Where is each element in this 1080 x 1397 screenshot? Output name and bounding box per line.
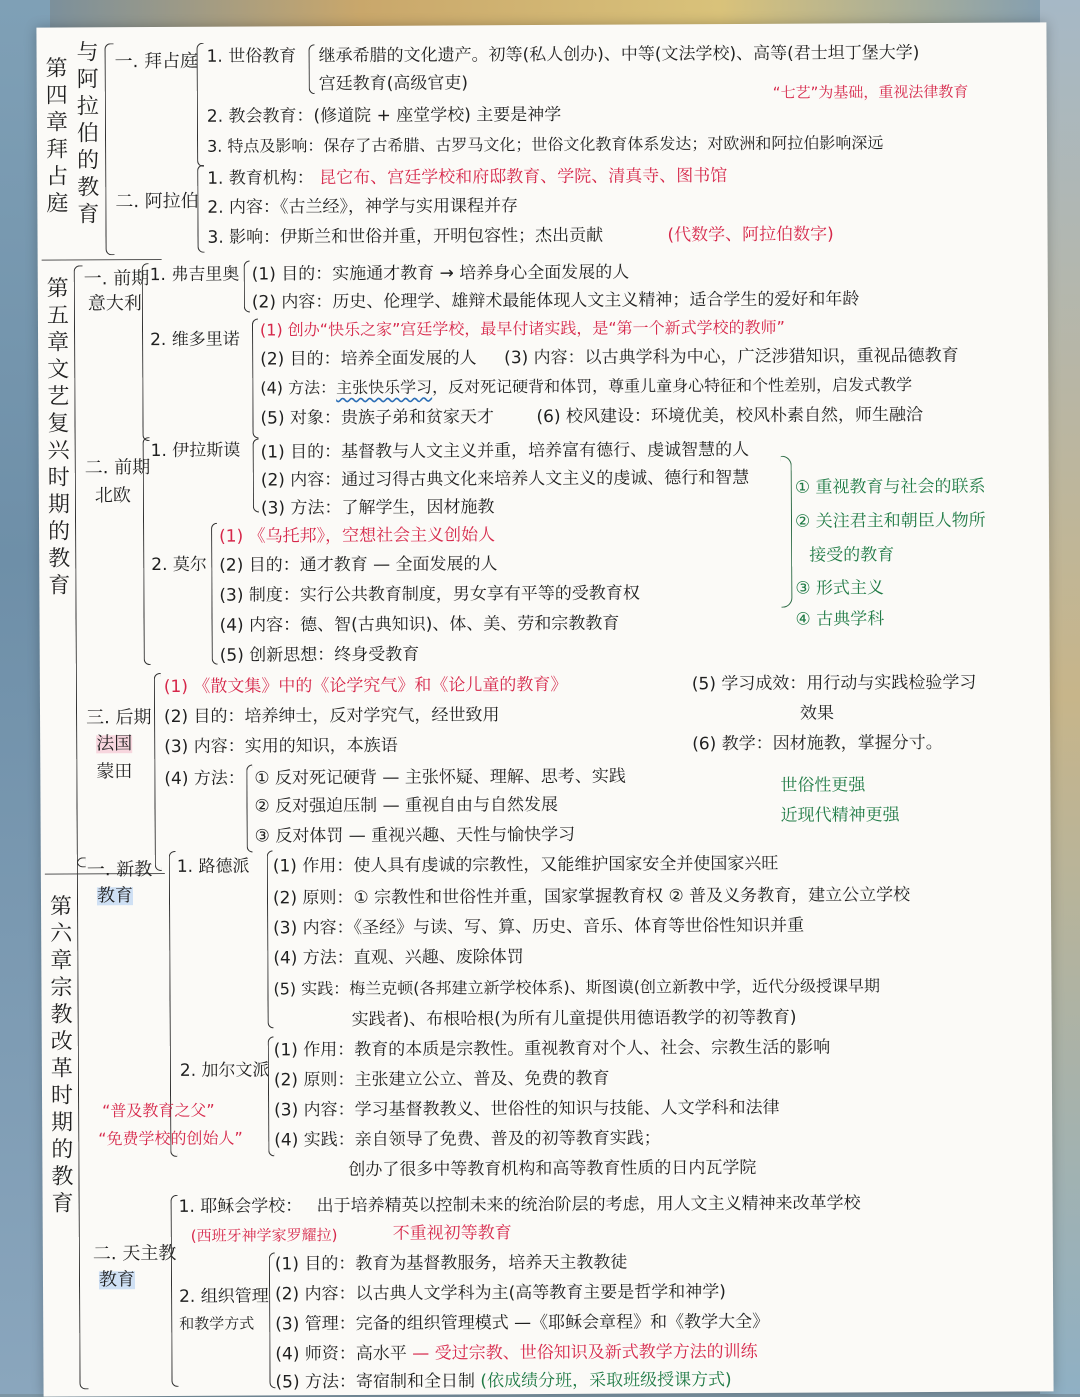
vittorino-aim: (2) 目的：培养全面发展的人 (260, 348, 477, 370)
arab-content: 2. 内容：《古兰经》，神学与实用课程并存 (207, 196, 519, 218)
late-france-label-b: 法国 (96, 733, 133, 755)
vittorino-method: (4) 方法：主张快乐学习，反对死记硬背和体罚，尊重儿童身心特征和个性差别，启发式教学 (260, 375, 913, 398)
chapter-5-title: 第 五 章 文 艺 复 兴 时 期 的 教 育 (46, 276, 71, 599)
montaigne-effect-b: 效果 (799, 703, 835, 724)
vergerio-content: (2) 内容：历史、伦理学、雄辩术最能体现人文主义精神；适合学生的爱好和年龄 (251, 289, 860, 313)
north-summary-5: ④ 古典学科 (795, 609, 885, 630)
byzantium-brace (197, 43, 205, 167)
erasmus-brace (253, 438, 259, 512)
org-methods: (5) 方法：寄宿制和全日制 (依成绩分班，采取班级授课方式) (275, 1370, 732, 1393)
lutheran-role: (1) 作用：使人具有虔诚的宗教性，又能维护国家安全并使国家兴旺 (272, 853, 779, 877)
montaigne-teaching: (6) 教学：因材施教，掌握分寸。 (692, 732, 943, 755)
erasmus-label: 1. 伊拉斯谟 (150, 440, 241, 462)
early-italy-label-b: 意大利 (87, 293, 142, 315)
divider-4-5 (42, 259, 162, 261)
more-brace (211, 523, 218, 665)
vittorino-ethos: (6) 校风建设：环境优美，校风朴素自然，师生融洽 (536, 405, 923, 428)
vittorino-brace (252, 318, 259, 438)
lutheran-practice-b: 实践者)、布根哈根(为所有儿童提供用德语教学的初等教育) (351, 1007, 797, 1031)
org-management: (3) 管理：完备的组织管理模式 —《耶稣会章程》和《教学大全》 (275, 1311, 770, 1335)
erasmus-aim: (1) 目的：基督教与人文主义并重，培养富有德行、虔诚智慧的人 (260, 439, 750, 463)
calvin-title-2: “免费学校的创始人” (98, 1128, 243, 1149)
north-summary-1: ① 重视教育与社会的联系 (794, 476, 986, 498)
chapter-6-title: 第 六 章 宗 教 改 革 时 期 的 教 育 (49, 894, 74, 1217)
byzantium-label: 一. 拜占庭 (114, 50, 199, 73)
chapter-4-brace (105, 43, 115, 255)
early-italy-label-a: 一. 前期 (83, 268, 150, 290)
org-teachers-red: — 受过宗教、世俗知识及新式教学方法的训练 (412, 1341, 758, 1364)
vittorino-label: 2. 维多里诺 (150, 329, 240, 351)
arab-contribution: (代数学、阿拉伯数字) (667, 224, 834, 246)
happy-learning-highlight: 主张快乐学习 (336, 377, 433, 398)
secular-edu-line-1: 继承希腊的文化遗产。初等(私人创办)、中等(文法学校)、高等(君士坦丁堡大学) (318, 43, 920, 67)
lutheran-label: 1. 路德派 (176, 856, 250, 877)
early-italy-brace (142, 263, 150, 441)
vergerio-brace (244, 261, 250, 313)
montaigne-effect: (5) 学习成效：用行动与实践检验学习 (691, 672, 977, 695)
org-label-a: 2. 组织管理 (179, 1286, 269, 1307)
early-north-brace (143, 437, 151, 665)
more-system: (3) 制度：实行公共教育制度，男女享有平等的受教育权 (219, 583, 640, 606)
jesuit-founder: (西班牙神学家罗耀拉) (190, 1226, 338, 1245)
late-summary-1: 世俗性更强 (780, 775, 866, 796)
chapter-4-title: 第 四 章 拜 占 庭 (45, 56, 69, 217)
montaigne-content: (3) 内容：实用的知识，本族语 (164, 735, 398, 757)
calvinist-label: 2. 加尔文派 (179, 1060, 270, 1081)
church-edu: 2. 教会教育：(修道院 + 座堂学校) 主要是神学 (206, 104, 562, 127)
more-content: (4) 内容：德、智(古典知识)、体、美、劳和宗教教育 (219, 613, 620, 636)
lutheran-content: (3) 内容：《圣经》与读、写、算、历史、音乐、体育等世俗性知识并重 (273, 915, 805, 939)
chapter-6-brace (77, 857, 89, 1389)
more-aim: (2) 目的：通才教育 — 全面发展的人 (219, 554, 498, 576)
secular-edu-label: 1. 世俗教育 (206, 46, 297, 67)
more-innovation: (5) 创新思想：终身受教育 (219, 644, 420, 666)
notes-paper (36, 22, 1053, 1396)
montaigne-method: (4) 方法： (164, 768, 245, 789)
north-summary-4: ③ 形式主义 (795, 578, 885, 599)
catholic-label-b: 教育 (98, 1269, 136, 1291)
protestant-label-a: 一. 新教 (86, 859, 153, 881)
montaigne-method-3: ③ 反对体罚 — 重视兴趣、天性与愉快学习 (254, 824, 576, 847)
byzantium-influence: 3. 特点及影响：保存了古希腊、古罗马文化；世俗文化教育体系发达；对欧洲和阿拉伯影响深远 (206, 133, 884, 156)
arab-influence-label: 3. 影响：伊斯兰和世俗并重，开明包容性；杰出贡献 (207, 225, 604, 248)
jesuit-no-primary: 不重视初等教育 (392, 1223, 512, 1244)
early-north-label-a: 二. 前期 (84, 457, 151, 479)
catholic-brace (171, 1195, 179, 1387)
org-teachers: (4) 师资：高水平 — 受过宗教、世俗知识及新式教学方法的训练 (275, 1341, 758, 1365)
more-label: 2. 莫尔 (151, 554, 207, 576)
secular-edu-line-2: 宫廷教育(高级官吏) (318, 73, 469, 95)
north-summary-3: 接受的教育 (809, 545, 895, 566)
north-summary-brace (781, 456, 793, 608)
late-france-label-a: 三. 后期 (85, 707, 152, 729)
arab-brace (197, 165, 204, 253)
montaigne-essays: (1) 《散文集》中的《论学究气》和《论儿童的教育》 (163, 674, 568, 697)
vittorino-target: (5) 对象：贵族子弟和贫家天才 (260, 407, 495, 429)
arab-institutions-label: 1. 教育机构： (207, 168, 314, 189)
org-aim: (1) 目的：教育为基督教服务，培养天主教教徒 (274, 1252, 628, 1275)
calvin-title-1: “普及教育之父” (102, 1100, 215, 1121)
more-utopia: (1) 《乌托邦》，空想社会主义创始人 (219, 525, 496, 547)
vittorino-content: (3) 内容：以古典学科为中心，广泛涉猎知识，重视品德教育 (504, 345, 959, 369)
early-north-label-b: 北欧 (94, 485, 131, 507)
vergerio-aim: (1) 目的：实施通才教育 → 培养身心全面发展的人 (251, 262, 630, 285)
montaigne-brace (154, 673, 162, 871)
catholic-label-a: 二. 天主教 (92, 1242, 177, 1265)
jesuit-text: 出于培养精英以控制未来的统治阶层的考虑，用人文主义精神来改革学校 (316, 1193, 861, 1217)
late-summary-2: 近现代精神更强 (780, 805, 900, 826)
lutheran-practice: (5) 实践：梅兰克顿(各邦建立新学校体系)、斯图谟(创立新教中学，近代分级授课早期 (273, 976, 880, 999)
seven-arts-note: “七艺”为基础，重视法律教育 (772, 82, 969, 102)
org-methods-green: (依成绩分班，采取班级授课方式) (480, 1370, 732, 1392)
north-summary-2: ② 关注君主和朝臣人物所 (794, 510, 986, 532)
erasmus-method: (3) 方法：了解学生，因材施教 (260, 497, 495, 519)
arab-institutions: 昆它布、宫廷学校和府邸教育、学院、清真寺、图书馆 (319, 166, 728, 189)
montaigne-method-1: ① 反对死记硬背 — 主张怀疑、理解、思考、实践 (254, 766, 626, 789)
org-content: (2) 内容：以古典人文学科为主(高等教育主要是哲学和神学) (275, 1282, 726, 1305)
late-france-label-c: 蒙田 (96, 761, 133, 783)
calvinist-practice: (4) 实践：亲自领导了免费、普及的初等教育实践； (274, 1128, 661, 1151)
org-label-b: 和教学方式 (179, 1314, 255, 1333)
calvinist-content: (3) 内容：学习基督教教义、世俗性的知识与技能、人文学科和法律 (274, 1097, 780, 1121)
montaigne-method-2: ② 反对强迫压制 — 重视自由与自然发展 (254, 794, 559, 817)
vittorino-school: (1) 创办“快乐之家”宫廷学校，最早付诸实践，是“第一个新式学校的教师” (259, 317, 785, 340)
arab-label: 二. 阿拉伯 (115, 190, 199, 213)
vergerio-label: 1. 弗吉里奥 (149, 264, 240, 286)
secular-edu-brace (309, 44, 315, 94)
calvinist-principle: (2) 原则：主张建立公立、普及、免费的教育 (273, 1068, 610, 1091)
erasmus-content: (2) 内容：通过习得古典文化来培养人文主义的虔诚、德行和智慧 (260, 467, 750, 491)
lutheran-brace (267, 850, 274, 1028)
calvinist-role: (1) 作用：教育的本质是宗教性。重视教育对个人、社会、宗教生活的影响 (273, 1037, 831, 1061)
lutheran-principle: (2) 原则：① 宗教性和世俗性并重，国家掌握教育权 ② 普及义务教育，建立公立学校 (272, 885, 911, 909)
montaigne-method-brace (246, 765, 252, 853)
jesuit-label: 1. 耶稣会学校： (178, 1196, 303, 1217)
chapter-4-subtitle: 与 阿 拉 伯 的 教 育 (76, 40, 100, 228)
calvinist-practice-b: 创办了很多中等教育机构和高等教育性质的日内瓦学院 (348, 1157, 757, 1181)
chapter-5-brace (74, 265, 86, 867)
lutheran-method: (4) 方法：直观、兴趣、废除体罚 (273, 947, 524, 969)
protestant-label-b: 教育 (96, 885, 134, 907)
montaigne-aim: (2) 目的：培养绅士，反对学究气，经世致用 (163, 705, 500, 727)
